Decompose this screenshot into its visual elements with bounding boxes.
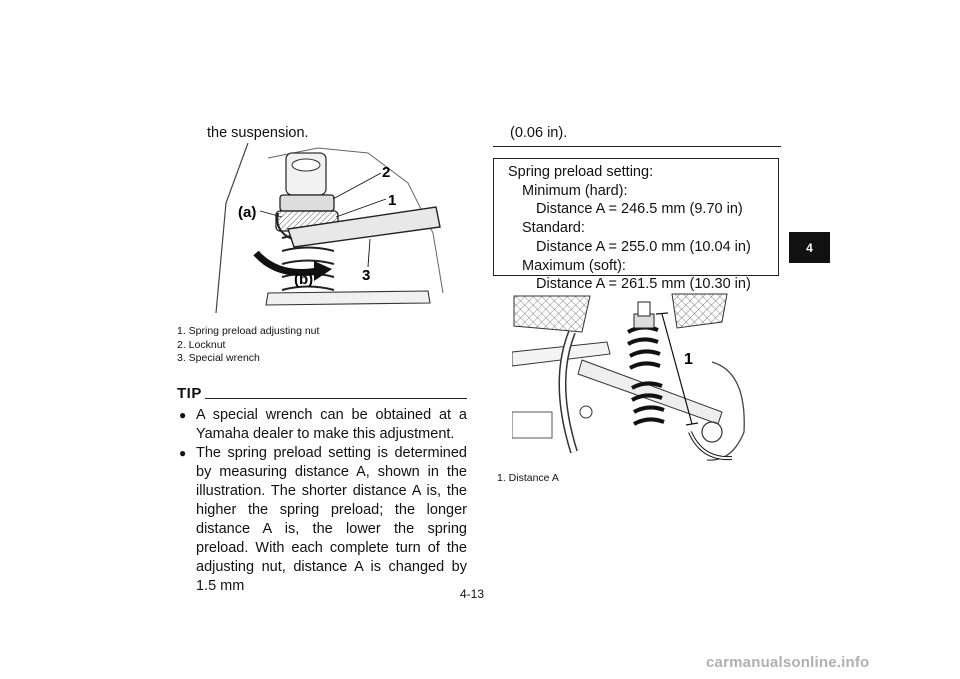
section-rule xyxy=(493,146,781,147)
legend-item: 1. Spring preload adjusting nut xyxy=(177,325,320,337)
spec-std-label: Standard: xyxy=(522,220,585,237)
legend-item: 1. Distance A xyxy=(497,472,559,484)
callout-b: (b) xyxy=(294,271,314,288)
callout-1: 1 xyxy=(684,351,693,368)
tip-rule xyxy=(205,398,467,399)
spring-preload-spec-box xyxy=(493,158,779,293)
callout-a: (a) xyxy=(238,204,257,221)
spec-max-label: Maximum (soft): xyxy=(522,257,626,274)
figure-spring-preload-adjustment xyxy=(208,143,448,318)
callout-1: 1 xyxy=(388,192,397,209)
spec-min-value: Distance A = 246.5 mm (9.70 in) xyxy=(536,201,743,218)
bullet-icon: ● xyxy=(179,446,187,460)
figure2-legend xyxy=(497,472,559,486)
page-number: 4-13 xyxy=(460,587,485,601)
figure1-legend xyxy=(177,325,465,366)
continued-text: (0.06 in). xyxy=(510,125,568,141)
tip-title: TIP xyxy=(177,385,202,402)
tip-item: ● The spring preload setting is determined by measuring distance A, shown in the illustration. The shorter distance A is, the higher the spring preload; the longer distance A is, the lower the spring preload. With each complete turn of the adjusting nut, distance A is changed by 1.5 mm xyxy=(179,445,467,594)
tip-item: ● A special wrench can be obtained at a Yamaha dealer to make this adjustment. xyxy=(179,407,467,442)
intro-text: the suspension. xyxy=(207,125,309,141)
tip-block xyxy=(177,385,467,596)
bullet-icon: ● xyxy=(179,408,187,422)
callout-3: 3 xyxy=(362,267,371,284)
spec-min-label: Minimum (hard): xyxy=(522,182,628,199)
figure-distance-a xyxy=(512,292,747,464)
legend-item: 3. Special wrench xyxy=(177,352,260,364)
legend-item: 2. Locknut xyxy=(177,338,226,351)
callout-2: 2 xyxy=(382,164,391,181)
spec-heading: Spring preload setting: xyxy=(508,164,654,180)
spec-max-value: Distance A = 261.5 mm (10.30 in) xyxy=(536,276,751,293)
spec-std-value: Distance A = 255.0 mm (10.04 in) xyxy=(536,238,751,255)
watermark: carmanualsonline.info xyxy=(706,654,870,671)
chapter-tab: 4 xyxy=(789,232,830,263)
